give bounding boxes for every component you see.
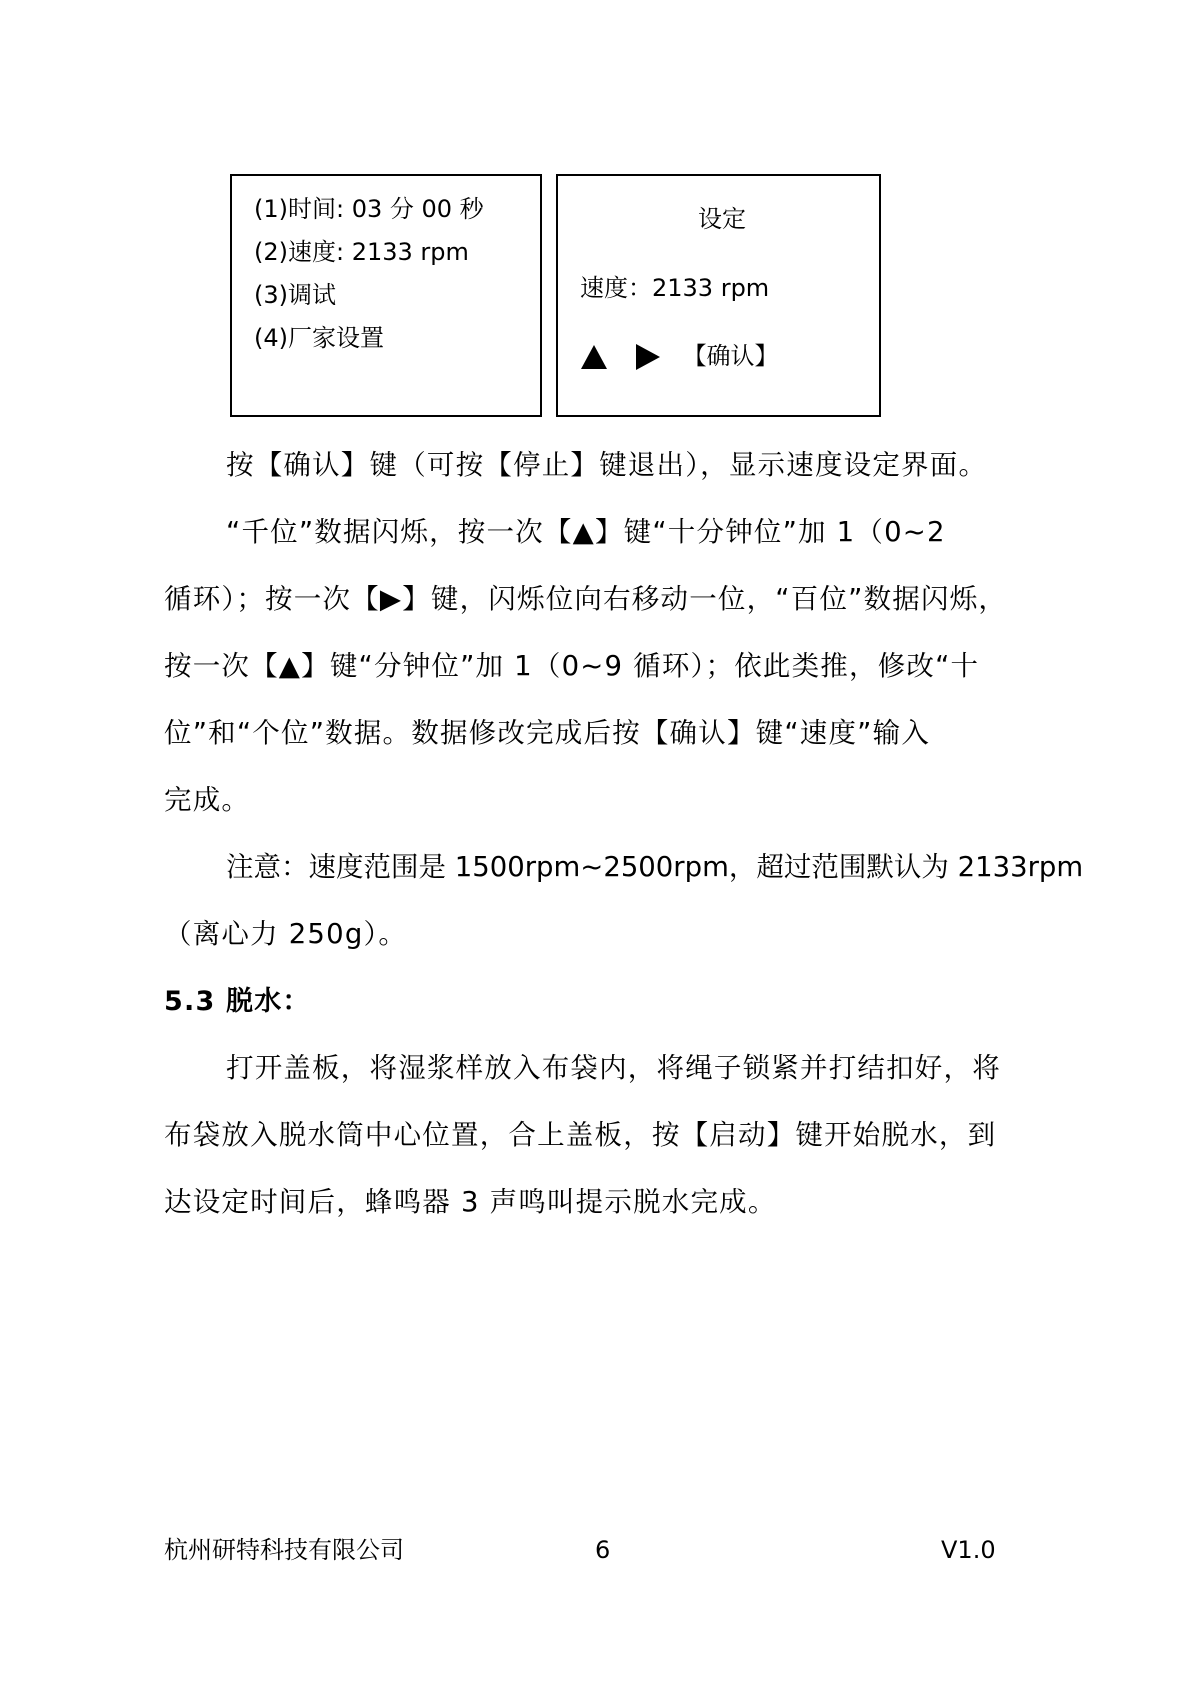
menu-display-panel [230, 174, 542, 417]
footer-version: V1.0 [941, 1536, 996, 1564]
paragraph-line: 循环）；按一次【▶】键，闪烁位向右移动一位，“百位”数据闪烁， [164, 583, 1008, 615]
confirm-label: 【确认】 [682, 342, 779, 370]
paragraph-line: 按一次【▲】键“分钟位”加 1（0~9 循环）；依此类推，修改“十 [164, 650, 980, 682]
note-line: （离心力 250g）。 [164, 918, 408, 950]
menu-line-time: (1)时间: 03 分 00 秒 [254, 195, 484, 223]
right-triangle-icon [635, 343, 661, 371]
paragraph-line: 布袋放入脱水筒中心位置，合上盖板，按【启动】键开始脱水，到 [164, 1119, 997, 1151]
paragraph-line: 达设定时间后，蜂鸣器 3 声鸣叫提示脱水完成。 [164, 1186, 777, 1218]
speed-setting-panel [556, 174, 881, 417]
paragraph-line: 打开盖板，将湿浆样放入布袋内，将绳子锁紧并打结扣好，将 [226, 1052, 1001, 1084]
setting-speed-line: 速度：2133 rpm [580, 274, 770, 302]
menu-line-factory: (4)厂家设置 [254, 324, 384, 352]
footer-company: 杭州研特科技有限公司 [164, 1536, 404, 1564]
up-triangle-icon [580, 344, 608, 370]
paragraph-line: 完成。 [164, 784, 251, 816]
footer-page-number: 6 [595, 1536, 611, 1564]
menu-line-speed: (2)速度: 2133 rpm [254, 238, 469, 266]
note-line: 注意：速度范围是 1500rpm~2500rpm，超过范围默认为 2133rpm [226, 851, 1084, 883]
paragraph-enter-speed: 按【确认】键（可按【停止】键退出），显示速度设定界面。 [226, 449, 988, 481]
paragraph-line: “千位”数据闪烁，按一次【▲】键“十分钟位”加 1（0~2 [226, 516, 946, 548]
section-heading: 5.3 脱水： [164, 986, 311, 1017]
setting-title: 设定 [698, 205, 746, 233]
paragraph-line: 位”和“个位”数据。数据修改完成后按【确认】键“速度”输入 [164, 717, 931, 749]
menu-line-debug: (3)调试 [254, 281, 336, 309]
setting-controls [580, 341, 779, 371]
